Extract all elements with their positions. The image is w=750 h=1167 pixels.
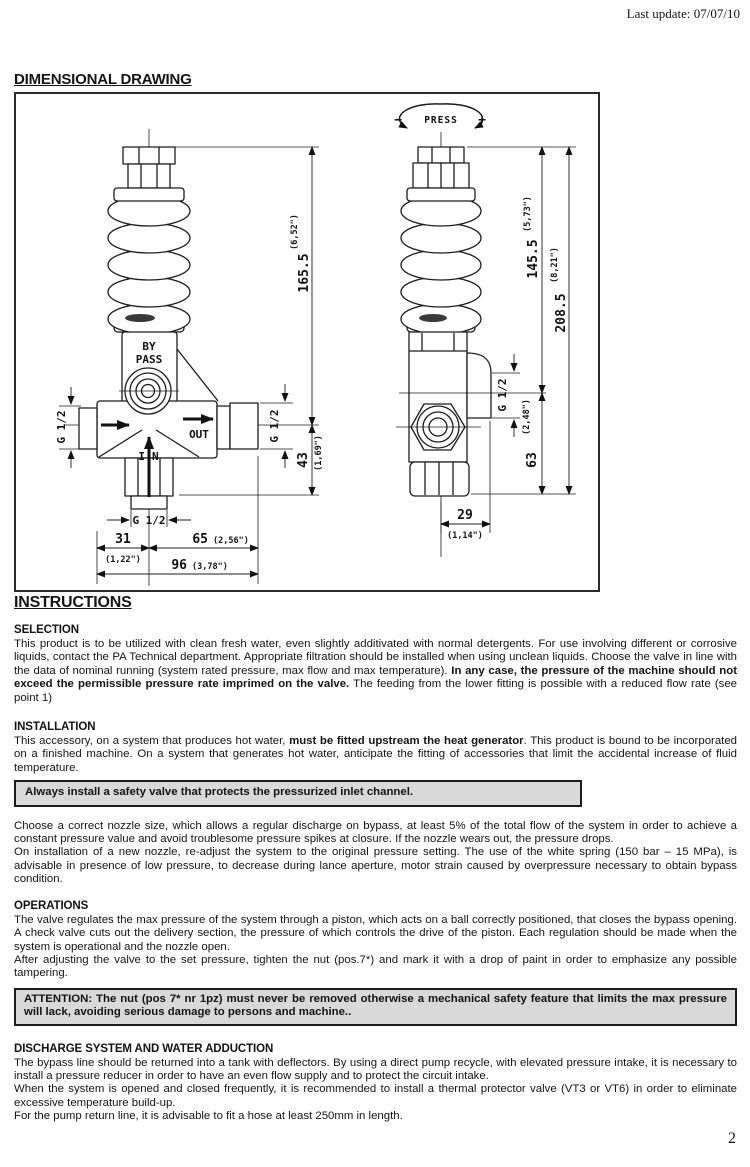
minus-label: − (394, 113, 402, 128)
right-spring-end (419, 314, 447, 322)
operations-paragraph-1: The valve regulates the max pressure of the system through a piston, which acts on a ball correctly positioned, that closes the bypass opening. A check valve cuts out the delivery section, the pressure of which controls the drive of the piston. Each regulation should be made when the system is operational and the nozzle open. (14, 913, 737, 953)
dim-31-inch: (1,22") (105, 555, 141, 565)
dim-96-inch: (3,78") (192, 562, 228, 572)
selection-heading: SELECTION (14, 624, 79, 636)
dimensional-drawing-title: DIMENSIONAL DRAWING (14, 71, 192, 88)
dim-65-inch: (2,56") (213, 536, 249, 546)
in-label: IN (138, 450, 166, 463)
right-spring-top-cap (407, 188, 475, 201)
discharge-paragraph-3: For the pump return line, it is advisable to fit a hose at least 250mm in length. (14, 1110, 403, 1123)
g12-left-label: G 1/2 (55, 410, 68, 444)
instructions-title: INSTRUCTIONS (14, 594, 132, 611)
left-inlet-stub (79, 408, 97, 449)
dim-65: 65 (192, 532, 208, 547)
plus-label: + (478, 113, 486, 128)
dim-29-inch: (1,14") (447, 531, 483, 541)
right-nut-top (418, 147, 464, 163)
last-update-text: Last update: 07/07/10 (626, 6, 740, 21)
selection-paragraph (14, 638, 737, 705)
operations-paragraph-2: After adjusting the valve to the set pressure, tighten the nut (pos.7*) and mark it with a drop of paint in order to emphasize any possible tampering. (14, 953, 737, 980)
g12-right-label: G 1/2 (268, 409, 281, 443)
out-label: OUT (189, 428, 209, 441)
bypass-label-line2: PASS (135, 353, 163, 366)
left-spring-end (125, 314, 155, 322)
dim-29: 29 (457, 508, 473, 523)
press-label: PRESS (424, 115, 458, 126)
discharge-paragraph-1: The bypass line should be returned into a tank with deflectors. By using a direct pump recycle, with elevated pressure intake, it is necessary to install a pressure reducer in order to have an even flow supply and to protect the circuit intake. (14, 1056, 737, 1082)
operations-heading: OPERATIONS (14, 899, 89, 912)
installation-text-end: . This product is bound to be incorporated on a finished machine. On a system that generates hot water, anticipate the fitting of accessories that limit the accidental increase of fluid temperature. (14, 735, 737, 774)
dim-208-5: 208.5 (554, 293, 569, 333)
nozzle-paragraph-block (14, 820, 737, 887)
dim-145-5: 145.5 (526, 239, 541, 279)
dim-43: 43 (296, 452, 311, 468)
housing-fillet-line (177, 349, 218, 401)
g12-port-label: G 1/2 (496, 378, 509, 412)
safety-valve-warning-box (14, 780, 582, 806)
right-fitting (230, 403, 258, 449)
selection-bold-text: In any case, the pressure of the machine should not exceed the permissible pressure rate imprimed on the valve. (14, 664, 737, 691)
left-nut-top (123, 147, 175, 164)
dim-165-5-inch: (6,52") (290, 214, 300, 250)
attention-text: ATTENTION: The nut (pos 7* nr 1pz) must never be removed otherwise a mechanical safety feature that limits the max pressure will lack, avoiding serious damage to persons and machine.. (24, 992, 727, 1019)
dim-145-5-inch: (5,73") (523, 196, 533, 232)
dim-43-inch: (1,69") (314, 435, 324, 471)
page-number: 2 (728, 1130, 736, 1147)
g12-bottom-label: G 1/2 (132, 514, 166, 527)
discharge-heading: DISCHARGE SYSTEM AND WATER ADDUCTION (14, 1042, 274, 1055)
left-spring (108, 196, 190, 334)
lower-fitting-stub (131, 496, 167, 509)
dim-165-5: 165.5 (297, 253, 312, 293)
press-adjust-symbol (394, 104, 486, 128)
nozzle-paragraph-1: Choose a correct nozzle size, which allows a regular discharge on bypass, at least 5% of the total flow of the system in order to achieve a constant pressure value and avoid troublesome pressure spikes at closure. If the nozzle wears out, the pressure drops. (14, 819, 737, 846)
nozzle-paragraph-2: On installation of a new nozzle, re-adjust the system to the original pressure setting. The use of the white spring (150 bar – 15 MPa), is advisable in presence of low pressure, to decrease during lance aperture, motor strain caused by overpressure necessary to obtain bypass condition. (14, 846, 737, 886)
installation-bold-text: must be fitted upstream the heat generator (289, 735, 524, 748)
installation-heading: INSTALLATION (14, 721, 96, 734)
dim-31: 31 (115, 532, 131, 547)
left-valve-view (65, 129, 319, 586)
installation-text: This accessory, on a system that produces hot water, (14, 735, 290, 748)
dim-208-5-inch: (8,21") (550, 247, 560, 283)
right-valve-view (394, 104, 546, 557)
selection-text-end: The feeding from the lower fitting is possible with a reduced flow rate (see point 1) (14, 678, 737, 704)
selection-text: This product is to be utilized with clean fresh water, even slightly additivated with normal detergents. For use involving different or corrosive liquids, contact the PA Technical department. Appropriate filtration should be installed when using unclean liquids. Choose the valve in line with the data of nominal running (system rated pressure, max flow and max temperature). (14, 638, 737, 677)
dim-96: 96 (171, 558, 187, 573)
attention-box (14, 988, 737, 1026)
dim-63: 63 (525, 452, 540, 468)
left-nut-lower (128, 164, 170, 188)
side-port (467, 353, 491, 418)
bypass-label-line1: BY (142, 340, 156, 353)
left-spring-top-cap (114, 188, 184, 201)
discharge-paragraph-2: When the system is opened and closed frequently, it is recommended to install a thermal protector valve (VT3 or VT6) in order to eliminate excessive temperature build-up. (14, 1083, 737, 1109)
installation-paragraph (14, 735, 737, 775)
dim-63-inch: (2,48") (522, 399, 532, 435)
instructions-section (14, 594, 737, 1124)
right-spring (401, 196, 481, 334)
right-fitting-neck (217, 406, 230, 449)
valve-technical-drawing (16, 94, 598, 590)
safety-valve-warning-text: Always install a safety valve that protects the pressurized inlet channel. (25, 786, 414, 799)
dimensional-drawing-panel (14, 92, 600, 592)
